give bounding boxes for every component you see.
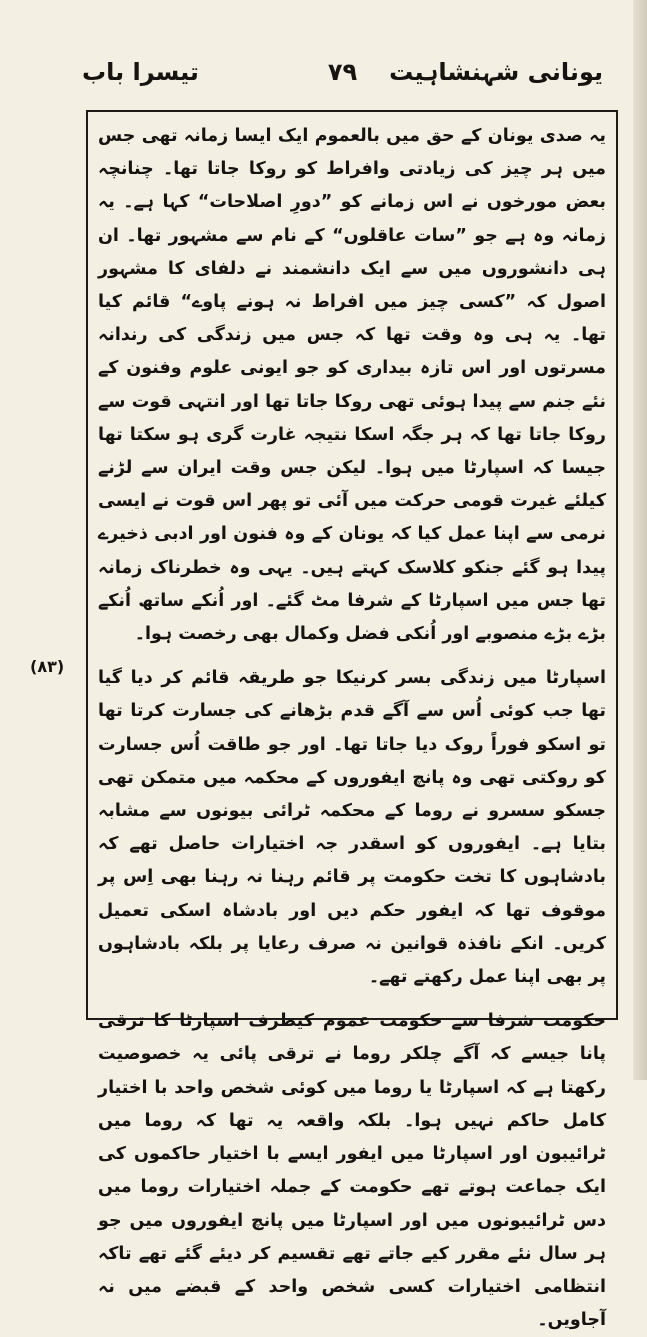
page-header bbox=[82, 58, 603, 98]
margin-note: (۸۳) bbox=[30, 657, 65, 676]
paragraph-1: یہ صدی یونان کے حق میں بالعموم ایک ایسا زمانہ تھی جس میں ہر چیز کی زیادتی وافراط کو روکا جاتا تھا۔ چنانچہ بعض مورخوں نے اس زمانے کو ”دورِ اصلاحات“ کہا ہے۔ یہ زمانہ وہ ہے جو ”سات عاقلوں“ کے نام سے مشہور تھا۔ ان ہی دانشوروں میں سے ایک دانشمند نے دلفای کا مشہور اصول کہ ”کسی چیز میں افراط نہ ہونے پاوے“ قائم کیا تھا۔ یہ ہی وہ وقت تھا کہ جس میں زندگی کی رندانہ مسرتوں اور اس تازہ بیداری کو جو ایونی علوم وفنون کے نئے جنم سے پیدا ہوئی تھی روکا جاتا تھا اور انتہی قوت سے روکا جاتا تھا کہ ہر جگہ اسکا نتیجہ غارت گری ہو سکتا تھا جیسا کہ اسپارٹا میں ہوا۔ لیکن جس وقت ایران سے لڑنے کیلئے غیرت قومی حرکت میں آئی تو پھر اس قوت نے ایسی نرمی سے اپنا عمل کیا کہ یونان کے وہ فنون اور ادبی ذخیرے پیدا ہو گئے جنکو کلاسک کہتے ہیں۔ یہی وہ خطرناک زمانہ تھا جس میں اسپارٹا کے شرفا مٹ گئے۔ اور اُنکے ساتھ اُنکے بڑے بڑے منصوبے اور اُنکی فضل وکمال بھی رخصت ہوا۔ bbox=[98, 126, 606, 645]
paragraph-2: اسپارٹا میں زندگی بسر کرنیکا جو طریقہ قائم کر دیا گیا تھا جب کوئی اُس سے آگے قدم بڑھانے کی جسارت کرتا تھا تو اسکو فوراً روک دیا جاتا تھا۔ اور جو طاقت اُس جسارت کو روکتی تھی وہ پانچ ایفوروں کے محکمہ میں متمکن تھی جسکو سسرو نے روما کے محکمہ ٹرائی بیونوں سے مشابہ بتایا ہے۔ ایفوروں کو اسقدر جہ اختیارات حاصل تھے کہ بادشاہوں کا تخت حکومت پر قائم رہنا نہ رہنا بھی اِس پر موقوف تھا کہ ایفور حکم دیں اور بادشاہ اسکی تعمیل کریں۔ انکے نافذہ قوانین نہ صرف رعایا پر بلکہ بادشاہوں پر بھی اپنا عمل رکھتے تھے۔ bbox=[98, 668, 606, 988]
page-edge-shadow bbox=[633, 0, 647, 1080]
chapter-label: تیسرا باب bbox=[82, 58, 199, 86]
page-number: ۷۹ bbox=[327, 58, 358, 86]
running-title: یونانی شہنشاہیت bbox=[389, 58, 603, 86]
paragraph-3: حکومت شرفا سے حکومت عموم کیطرف اسپارٹا کا ترقی پانا جیسے کہ آگے چلکر روما نے ترقی پائی یہ خصوصیت رکھتا ہے کہ اسپارٹا یا روما میں کوئی شخص واحد با اختیار کامل حاکم نہیں ہوا۔ بلکہ واقعہ یہ تھا کہ روما میں ٹرائیبون اور اسپارٹا میں ایفور ایسے با اختیار حاکموں کی ایک جماعت ہوتے تھے حکومت کے جملہ اختیارات روما میں دس ٹرائیبونوں میں اور اسپارٹا میں پانچ ایفوروں میں جو ہر سال نئے مقرر کیے جاتے تھے تقسیم کر دیئے گئے تھے تاکہ انتظامی اختیارات کسی شخص واحد کے قبضے میں نہ آجاویں۔ bbox=[98, 1011, 606, 1331]
body-text bbox=[98, 120, 606, 1337]
